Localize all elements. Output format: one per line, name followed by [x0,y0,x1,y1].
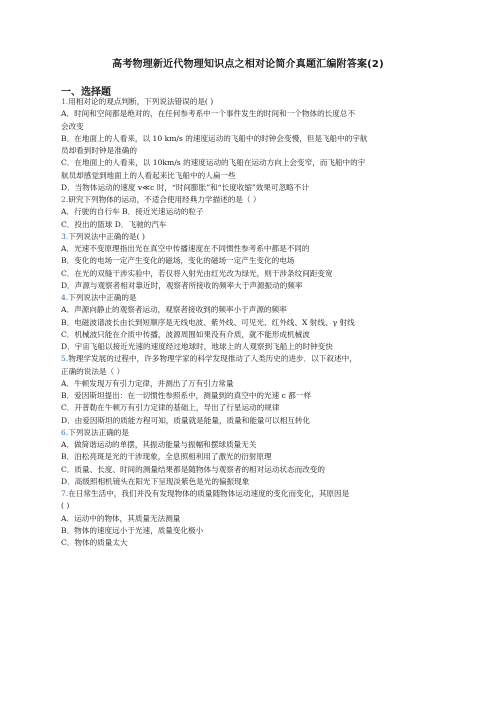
line-text: 正确的说法是（ ） [61,366,125,376]
question-text-line [61,157,446,169]
question-text-line [61,329,446,341]
line-text: A．牛顿发现万有引力定律，并测出了万有引力常量 [61,378,234,388]
question-text-line [61,121,446,133]
question-number: 7. [61,489,69,498]
line-text: A．声源向静止的观察者运动，观察者接收到的频率小于声源的频率 [61,305,287,315]
question-number: 4. [61,293,69,302]
question-text-line [61,219,446,231]
line-text: D．高级照相机镜头在阳光下呈现淡紫色是光的偏振现象 [61,476,250,486]
question-text-line [61,366,446,378]
line-text: 研究下列物体的运动，不适合使用经典力学描述的是（ ） [68,195,261,204]
question-number: 2. [61,195,69,204]
section-heading: 一、选择题 [61,87,111,98]
question-text-line [61,206,446,218]
question-text-line [61,268,446,280]
question-number: 3. [61,231,69,241]
question-text-line [61,402,446,414]
document-title: 高考物理新近代物理知识点之相对论简介真题汇编附答案(2) [112,59,384,70]
line-text: A．运动中的物体，其质量无法测量 [61,513,181,523]
line-text: ( ) [61,501,70,511]
question-text-line [61,145,446,157]
line-text: C．在地面上的人看来，以 10km/s 的速度运动的飞船在运动方向上会变窄，而飞船中的宇 [61,158,366,168]
line-text: 下列说法正确的是 [68,427,129,437]
line-text: D．声源与观察者相对靠近时，观察者所接收的频率大于声源振动的频率 [61,280,303,290]
question-text-line [61,255,446,267]
question-line [61,231,446,243]
question-number: 1. [61,97,69,106]
question-text-line [61,280,446,292]
line-text: 下列说法中正确的是( ) [68,231,145,241]
line-text: 员却看到时钟是准确的 [61,146,137,155]
question-text-line [61,476,446,488]
question-line [61,96,446,108]
question-line [61,488,446,500]
question-text-line [61,304,446,316]
line-text: A．行驶的自行车 B．接近光速运动的粒子 [61,207,204,217]
question-text-line [61,341,446,353]
question-text-line [61,170,446,182]
question-line [61,292,446,304]
line-text: C．开普勒在牛顿万有引力定律的基础上，导出了行星运动的规律 [61,403,280,413]
question-text-line [61,464,446,476]
line-text: B．变化的电场一定产生变化的磁场，变化的磁场一定产生变化的电场 [61,256,295,266]
question-text-line [61,439,446,451]
question-text-line [61,513,446,525]
question-text-line [61,525,446,537]
question-line [61,427,446,439]
question-text-line [61,378,446,390]
line-text: D．宇宙飞船以接近光速的速度经过地球时，地球上的人观察到飞船上的时钟变快 [61,342,333,351]
question-text-line [61,451,446,463]
line-text: B．爱因斯坦提出：在一切惯性参照系中，测量到的真空中的光速 c 都一样 [61,391,312,400]
line-text: 航员却感觉到地面上的人看起来比飞船中的人扁一些 [61,170,236,180]
question-text-line [61,317,446,329]
line-text: 在日常生活中，我们并没有发现物体的质量随物体运动速度的变化而变化，其原因是 [68,489,350,498]
line-text: 物理学发展的过程中，许多物理学家的科学发现推动了人类历史的进步．以下叙述中， [68,354,357,364]
question-text-line [61,243,446,255]
line-text: A．时间和空间都是绝对的，在任何参考系中一个事件发生的时间和一个物体的长度总不 [61,109,356,119]
line-text: A．光速不变原理指出光在真空中传播速度在不同惯性参考系中都是不同的 [61,244,310,253]
question-text-line [61,500,446,512]
line-text: C．机械波只能在介质中传播，波源周围如果没有介质，就不能形成机械波 [61,329,310,339]
line-text: 下列说法中正确的是 [68,293,137,302]
question-line [61,194,446,206]
line-text: C．物体的质量太大 [61,538,128,547]
question-text-line [61,133,446,145]
line-text: A．做简谐运动的单摆，其振动能量与振幅和摆球质量无关 [61,440,257,449]
line-text: D．由爱因斯坦的质能方程可知，质量就是能量，质量和能量可以相互转化 [61,415,311,425]
line-text: 会改变 [61,121,84,131]
question-line [61,353,446,365]
line-text: D．当物体运动的速度 v≪c 时，“时间膨胀”和“长度收缩”效果可忽略不计 [61,182,309,192]
question-text-line [61,108,446,120]
line-text: B．物体的速度远小于光速，质量变化极小 [61,525,204,535]
line-text: B．在地面上的人看来，以 10 km/s 的速度运动的飞船中的时钟会变慢，但是飞船中的宇航 [61,133,368,143]
question-list [61,96,446,549]
question-text-line [61,390,446,402]
question-number: 6. [61,427,69,437]
question-number: 5. [61,354,69,364]
line-text: B．泊松亮斑是光的干涉现象，全息照相利用了激光的衍射原理 [61,452,272,462]
line-text: C．投出的篮球 D．飞驰的汽车 [61,219,167,229]
question-text-line [61,537,446,549]
line-text: B．电磁波谱波长由长到短顺序是无线电波、紫外线、可见光、红外线、X 射线、γ 射线 [61,317,355,327]
line-text: C．在光的双缝干涉实验中，若仅将入射光由红光改为绿光，则干涉条纹间距变宽 [61,268,333,278]
question-text-line [61,182,446,194]
line-text: 用相对论的观点判断，下列说法错误的是( ) [68,97,214,106]
question-text-line [61,415,446,427]
line-text: C．质量、长度、时间的测量结果都是随物体与观察者的相对运动状态而改变的 [61,464,325,474]
